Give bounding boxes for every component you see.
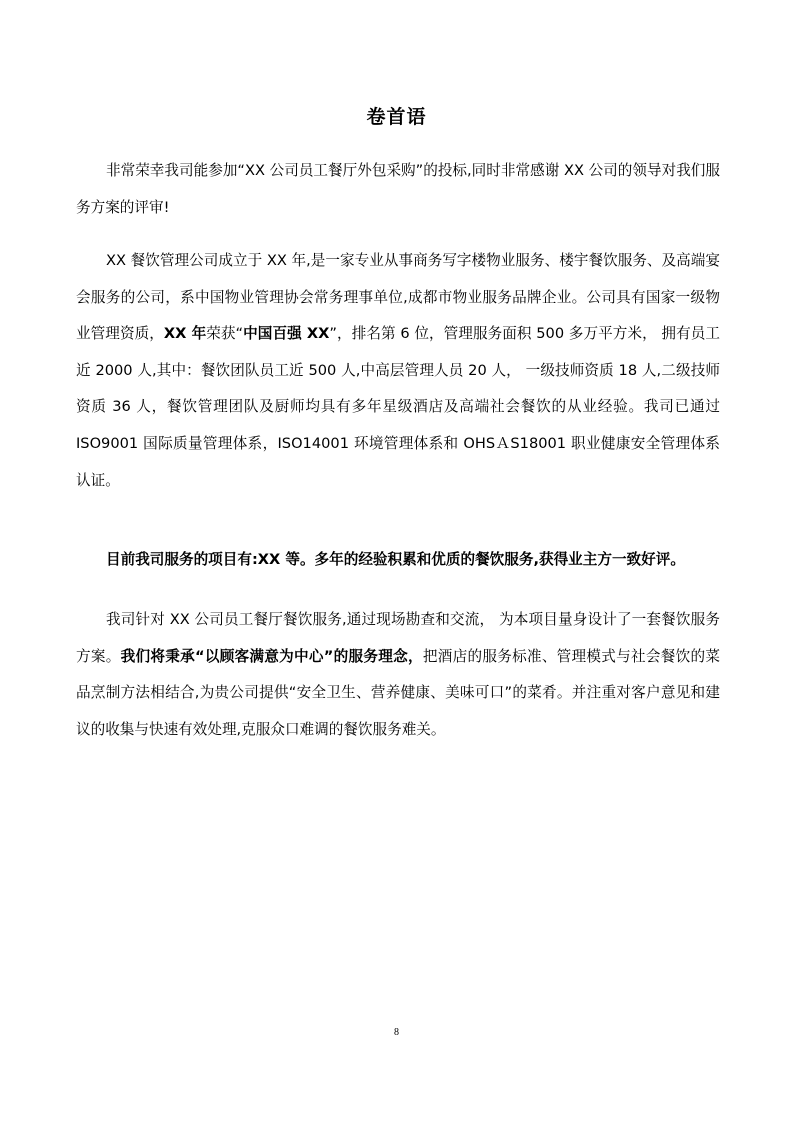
paragraph-text: 非常荣幸我司能参加“XX 公司员工餐厅外包采购”的投标,同时非常感谢 XX 公司的领导对我们服务方案的评审!: [76, 162, 720, 216]
bold-text: 中国百强 XX: [243, 325, 330, 343]
paragraph-text: 我司针对 XX 公司员工餐厅餐饮服务,通过现场勘查和交流， 为本项目量身设计了一套餐饮服务方案。: [76, 611, 720, 665]
bold-text: 我们将秉承“以顾客满意为中心”的服务理念，: [120, 647, 423, 665]
paragraph-1: [76, 153, 720, 226]
page-number: 8: [394, 1027, 399, 1038]
bold-text: 目前我司服务的项目有:XX 等。多年的经验积累和优质的餐饮服务,获得业主方一致好评。: [106, 551, 685, 568]
bold-text: XX 年: [163, 325, 207, 343]
paragraph-2: [76, 243, 720, 499]
paragraph-text: ”，排名第 6 位，管理服务面积 500 多万平方米， 拥有员工近 2000 人,其中：餐饮团队员工近 500 人,中高层管理人员 20 人， 一级技师资质 18 人,二级技师资质 36 人，餐饮管理团队及厨师均具有多年星级酒店及高端社会餐饮的从业经验。我司已通过 ISO9001 国际质量管理体系，ISO14001 环境管理体系和 OHSＡS18001 职业健康安全管理体系认证。: [76, 325, 720, 489]
paragraph-text: XX 餐饮管理公司成立于 XX 年,是一家专业从事商务写字楼物业服务、楼宇餐饮服务、及高端宴会服务的公司，系中国物业管理协会常务理事单位,成都市物业服务品牌企业。公司具有国家一级物业管理资质，: [76, 252, 720, 343]
paragraph-text: 荣获“: [206, 325, 244, 343]
paragraph-4: [76, 602, 720, 748]
paragraph-3: [76, 542, 720, 579]
paragraph-text: 把酒店的服务标准、管理模式与社会餐饮的菜品烹制方法相结合,为贵公司提供“安全卫生、营养健康、美味可口”的菜肴。并注重对客户意见和建议的收集与快速有效处理,克服众口难调的餐饮服务难关。: [76, 647, 720, 738]
page-title: 卷首语: [366, 106, 427, 128]
